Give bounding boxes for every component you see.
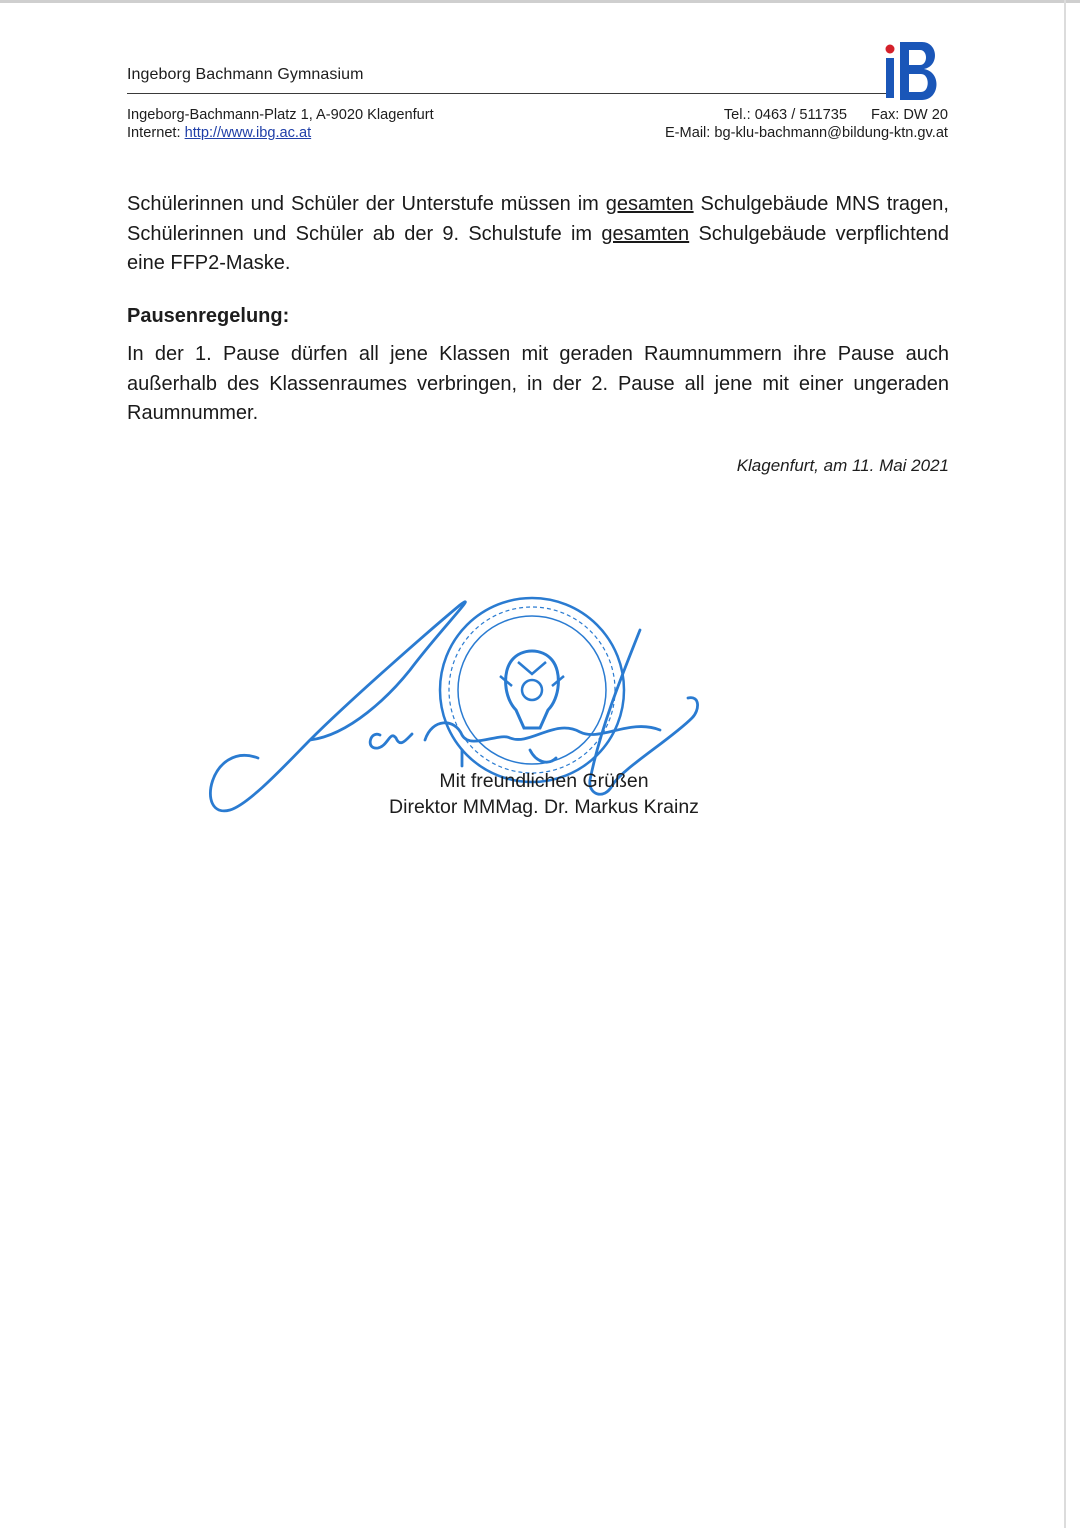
closing-greeting: Mit freundlichen Grüßen [439, 770, 649, 792]
section-title: Pausenregelung: [127, 305, 290, 327]
break-rule-paragraph: In der 1. Pause dürfen all jene Klassen mit geraden Raumnummern ihre Pause auch außerhalb des Klassenraumes verbringen, in der 2. Pause all jene mit einer ungeraden Raumnummer. [127, 343, 949, 424]
para1-text-c: Schulgebäude verpflichtend eine FFP2-Maske. [127, 222, 949, 274]
para1-text-b: Schulgebäude MNS tragen, Schülerinnen und Schüler ab der 9. Schulstufe im [127, 193, 949, 245]
mask-rule-paragraph [127, 190, 949, 279]
para1-underlined-2: gesamten [601, 222, 690, 245]
email-address: E-Mail: bg-klu-bachmann@bildung-ktn.gv.at [664, 125, 948, 141]
website-link[interactable]: http://www.ibg.ac.at [184, 125, 312, 141]
school-logo-icon [878, 36, 948, 106]
closing-block [364, 768, 724, 820]
contact-block [665, 106, 948, 142]
phone-fax-line [665, 106, 948, 124]
header-divider [127, 93, 890, 94]
para1-text-a: Schülerinnen und Schüler der Unterstufe müssen im [127, 193, 606, 215]
stamp-lettering [449, 607, 615, 773]
date-line: Klagenfurt, am 11. Mai 2021 [736, 456, 949, 475]
phone-number: Tel.: 0463 / 511735 [723, 107, 847, 123]
fax-number: Fax: DW 20 [870, 107, 948, 123]
address-line: Ingeborg-Bachmann-Platz 1, A-9020 Klagenfurt [127, 107, 434, 123]
internet-line [127, 124, 434, 142]
scan-edge-top [0, 0, 1080, 3]
para1-underlined-1: gesamten [605, 193, 694, 215]
scan-edge-right [1064, 0, 1066, 1528]
address-block [127, 106, 434, 142]
signatory-name: Direktor MMMag. Dr. Markus Krainz [389, 796, 699, 818]
school-name: Ingeborg Bachmann Gymnasium [127, 66, 364, 83]
internet-label: Internet: [127, 125, 185, 141]
